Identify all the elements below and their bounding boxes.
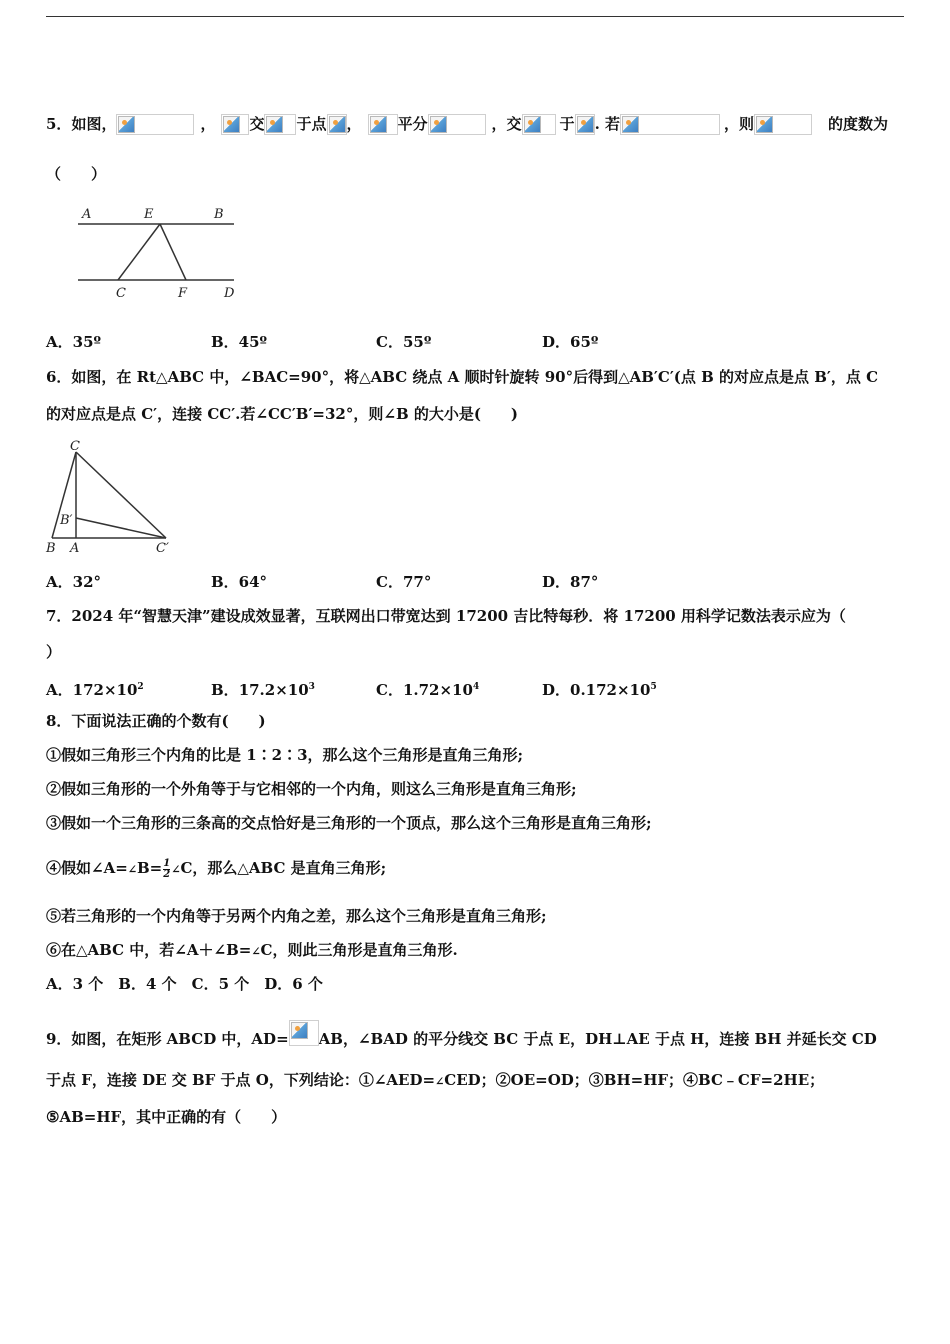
q8-stem: 8．下面说法正确的个数有( ) [46,712,266,730]
fraction-one-half: $\frac{1}{2}$ [163,857,171,880]
label-c: C [116,286,126,301]
q6-option-b: B．64° [211,573,268,591]
q7-option-d: D．$0.172\times 10^5$ [542,681,657,699]
label-a: A [70,541,80,556]
broken-image-icon [264,114,296,135]
label-c: C [70,439,80,454]
q6-stem-line1: 6．如图，在 Rt△ABC 中，∠BAC=90°，将△ABC 绕点 A 顺时针旋转 90°后得到△AB′C′(点 B 的对应点是点 B′，点 C [46,368,879,386]
q6-option-c: C．77° [376,573,432,591]
q9-stem-line3: ⑤AB=HF，其中正确的有（ ） [46,1108,287,1126]
broken-image-icon [221,114,249,135]
q5-figure [74,200,244,304]
q8-statement-2: ②假如三角形的一个外角等于与它相邻的一个内角，则这么三角形是直角三角形; [46,780,577,798]
broken-image-icon [289,1020,319,1046]
broken-image-icon [620,114,720,135]
q7-option-b: B．$17.2\times 10^3$ [211,681,315,699]
q8-options: A．3 个 B．4 个 C．5 个 D．6 个 [46,975,323,993]
q8-statement-6: ⑥在△ABC 中，若∠A＋∠B=∠C，则此三角形是直角三角形. [46,941,458,959]
broken-image-icon [754,114,812,135]
q7-option-c: C．$1.72\times 10^4$ [376,681,480,699]
q6-option-d: D．87° [542,573,599,591]
broken-image-icon [522,114,556,135]
q6-figure [44,438,178,556]
q6-option-a: A．32° [46,573,102,591]
q8-statement-3: ③假如一个三角形的三条高的交点恰好是三角形的一个顶点，那么这个三角形是直角三角形; [46,814,652,832]
broken-image-icon [428,114,486,135]
q5-paren: （ ） [46,165,107,183]
q7-stem-line2: ） [46,643,62,661]
label-a: A [82,207,92,222]
broken-image-icon [575,114,595,135]
q5-option-a: A．35º [46,333,102,351]
label-e: E [144,207,154,222]
label-b: B [46,541,56,556]
q5-option-d: D．65º [542,333,599,351]
label-f: F [178,286,188,301]
q9-stem-line1: 9．如图，在矩形 ABCD 中，AD= AB，∠BAD 的平分线交 BC 于点 E，DH⊥AE 于点 H，连接 BH 并延长交 CD [46,1020,877,1049]
broken-image-icon [327,114,347,135]
q5-option-c: C．55º [376,333,432,351]
q7-stem-line1: 7．2024 年“智慧天津”建设成效显著，互联网出口带宽达到 17200 吉比特每秒．将 17200 用科学记数法表示应为（ [46,607,846,625]
label-d: D [224,286,235,301]
header-rule [46,16,904,17]
q6-stem-line2: 的对应点是点 C′，连接 CC′.若∠CC′B′=32°，则∠B 的大小是( ) [46,405,519,423]
q8-statement-5: ⑤若三角形的一个内角等于另两个内角之差，那么这个三角形是直角三角形; [46,907,547,925]
broken-image-icon [116,114,194,135]
broken-image-icon [368,114,398,135]
q9-stem-line2: 于点 F，连接 DE 交 BF 于点 O，下列结论：①∠AED=∠CED；②OE=OD；③BH=HF；④BC﹣CF=2HE； [46,1071,825,1089]
q5-option-b: B．45º [211,333,268,351]
q7-option-a: A．$172\times 10^2$ [46,681,144,699]
label-b: B [214,207,224,222]
label-c-prime: C′ [156,541,169,556]
q8-statement-1: ①假如三角形三个内角的比是 1∶2∶3，那么这个三角形是直角三角形; [46,746,524,764]
q8-statement-4: ④假如∠A=∠B= $\frac{1}{2}$ ∠C，那么△ABC 是直角三角形; [46,857,387,880]
label-b-prime: B′ [60,513,73,528]
q5-stem: 5．如图， ， 交 于点 ， 平分 ，交 于 . 若 ，则 的度数为 [46,115,889,133]
